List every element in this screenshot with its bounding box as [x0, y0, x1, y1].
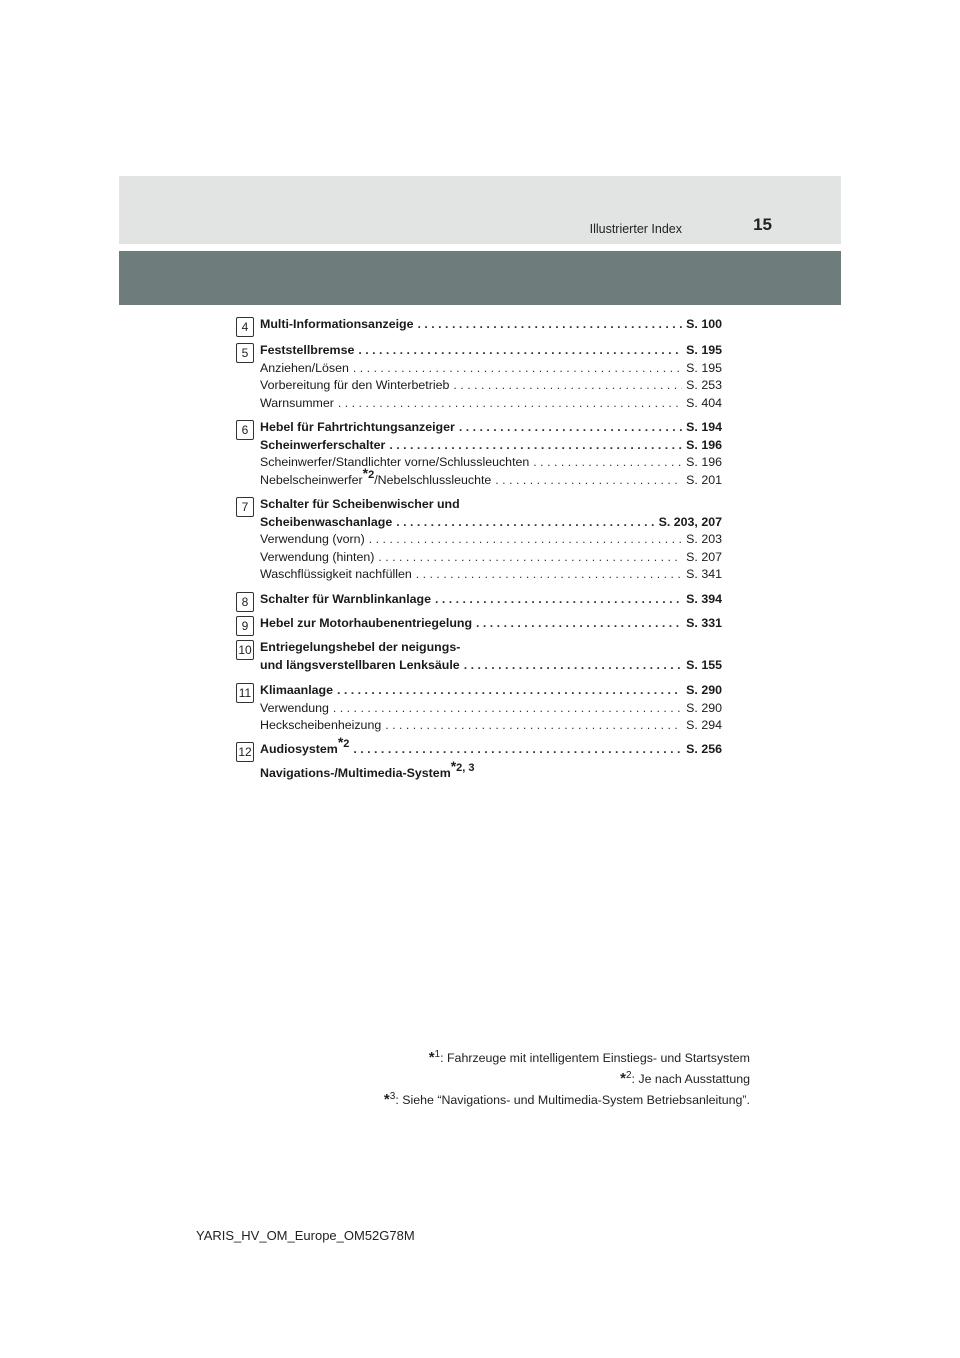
page-reference[interactable]: S. 294 [686, 718, 722, 733]
entry-label: Hebel zur Motorhaubenentriegelung [260, 616, 473, 630]
entry-label: Entriegelungshebel der neigungs- [260, 640, 461, 654]
page-reference[interactable]: S. 195 [686, 360, 722, 375]
entry-label: Waschflüssigkeit nachfüllen [260, 567, 412, 582]
footnote-marker: *2 [337, 733, 350, 750]
page-reference[interactable]: S. 253 [686, 378, 722, 393]
section-title: Illustrierter Index [589, 222, 682, 236]
dot-leader [453, 377, 682, 394]
page-reference[interactable]: S. 404 [686, 395, 722, 410]
dot-leader [418, 316, 683, 333]
footnote-marker: *2, 3 [450, 757, 475, 774]
dot-leader [396, 514, 654, 531]
entry-label: Verwendung (vorn) [260, 532, 365, 547]
index-heading[interactable] [260, 437, 722, 454]
page-reference[interactable]: S. 201 [686, 472, 722, 487]
entry-label: Scheinwerfer/Standlichter vorne/Schlussleuchten [260, 455, 530, 470]
entry-label: Hebel für Fahrtrichtungsanzeiger [260, 420, 455, 434]
entry-label: Navigations-/Multimedia-System$^{*2, 3}$ [260, 757, 475, 780]
page-reference[interactable]: S. 195 [686, 343, 722, 357]
entry-label: Feststellbremse [260, 343, 355, 357]
index-subentry[interactable] [260, 377, 722, 394]
entry-label: Vorbereitung für den Winterbetrieb [260, 378, 450, 393]
entry-label: Audiosystem$^{*2}$ [260, 733, 350, 756]
callout-number-badge: 12 [236, 742, 254, 762]
index-heading[interactable] [260, 757, 722, 780]
entry-label: und längsverstellbaren Lenksäule [260, 657, 460, 672]
index-heading[interactable] [260, 639, 722, 656]
dot-leader [464, 657, 682, 674]
callout-number-badge: 6 [236, 420, 254, 440]
index-subentry[interactable] [260, 464, 722, 489]
index-subentry[interactable] [260, 700, 722, 717]
entry-label: Verwendung (hinten) [260, 549, 375, 564]
dot-leader [495, 472, 682, 489]
index-heading[interactable] [260, 496, 722, 513]
dot-leader [378, 549, 682, 566]
footnote-line: *$^2$: Je nach Ausstattung [620, 1070, 750, 1088]
index-subentry[interactable] [260, 360, 722, 377]
index-subentry[interactable] [260, 549, 722, 566]
dot-leader [459, 419, 682, 436]
footnote-line: *$^1$: Fahrzeuge mit intelligentem Einstiegs- und Startsystem [428, 1049, 750, 1067]
index-heading[interactable] [260, 342, 722, 359]
callout-number-badge: 4 [236, 317, 254, 337]
page-number: 15 [753, 215, 772, 234]
entry-label: Scheinwerferschalter [260, 437, 386, 452]
index-heading[interactable] [260, 419, 722, 436]
entry-label: Schalter für Scheibenwischer und [260, 497, 460, 511]
dot-leader [333, 700, 682, 717]
entry-label: Verwendung [260, 700, 329, 715]
callout-number-badge: 8 [236, 592, 254, 612]
dot-leader [337, 682, 682, 699]
callout-number-badge: 7 [236, 497, 254, 517]
dot-leader [353, 360, 682, 377]
entry-label: Klimaanlage [260, 683, 333, 697]
page-reference[interactable]: S. 331 [686, 616, 722, 630]
page-reference[interactable]: S. 155 [686, 657, 722, 672]
dot-leader [338, 395, 682, 412]
index-heading[interactable] [260, 591, 722, 608]
entry-label: Warnsummer [260, 395, 334, 410]
callout-number-badge: 9 [236, 616, 254, 636]
page-reference[interactable]: S. 194 [686, 420, 722, 434]
entry-label: Nebelscheinwerfer$^{*2}$/Nebelschlussleuchte [260, 464, 492, 487]
index-subentry[interactable] [260, 395, 722, 412]
dot-leader [358, 342, 682, 359]
dot-leader [389, 437, 682, 454]
callout-number-badge: 10 [236, 640, 254, 660]
footnote-marker: *2 [362, 464, 375, 481]
entry-label: Scheibenwaschanlage [260, 514, 393, 529]
index-heading[interactable] [260, 615, 722, 632]
page-reference[interactable]: S. 290 [686, 683, 722, 697]
entry-label: Multi-Informationsanzeige [260, 317, 414, 331]
page-reference[interactable]: S. 256 [686, 742, 722, 756]
dot-leader [369, 531, 682, 548]
callout-number-badge: 11 [236, 683, 254, 703]
section-banner [119, 251, 841, 305]
dot-leader [385, 717, 682, 734]
index-heading[interactable] [260, 514, 722, 531]
index-heading[interactable] [260, 733, 722, 758]
page-reference[interactable]: S. 394 [686, 592, 722, 606]
dot-leader [353, 741, 682, 758]
page-reference[interactable]: S. 203, 207 [658, 514, 722, 529]
page-reference[interactable]: S. 341 [686, 567, 722, 582]
page-reference[interactable]: S. 203 [686, 532, 722, 547]
index-subentry[interactable] [260, 566, 722, 583]
footnotes [300, 1046, 750, 1109]
index-heading[interactable] [260, 657, 722, 674]
dot-leader [416, 566, 682, 583]
entry-label: Anziehen/Lösen [260, 360, 349, 375]
page-reference[interactable]: S. 290 [686, 700, 722, 715]
page-reference[interactable]: S. 196 [686, 455, 722, 470]
page-reference[interactable]: S. 196 [686, 437, 722, 452]
dot-leader [476, 615, 682, 632]
document-code: YARIS_HV_OM_Europe_OM52G78M [196, 1228, 415, 1243]
index-subentry[interactable] [260, 717, 722, 734]
index-heading[interactable] [260, 682, 722, 699]
index-subentry[interactable] [260, 531, 722, 548]
index-heading[interactable] [260, 316, 722, 333]
page-reference[interactable]: S. 207 [686, 549, 722, 564]
footnote-line: *$^3$: Siehe “Navigations- und Multimedia-System Betriebsanleitung”. [383, 1091, 750, 1109]
dot-leader [435, 591, 682, 608]
page-reference[interactable]: S. 100 [686, 317, 722, 331]
callout-number-badge: 5 [236, 343, 254, 363]
dot-leader [533, 454, 682, 471]
entry-label: Heckscheibenheizung [260, 718, 382, 733]
entry-label: Schalter für Warnblinkanlage [260, 592, 431, 606]
